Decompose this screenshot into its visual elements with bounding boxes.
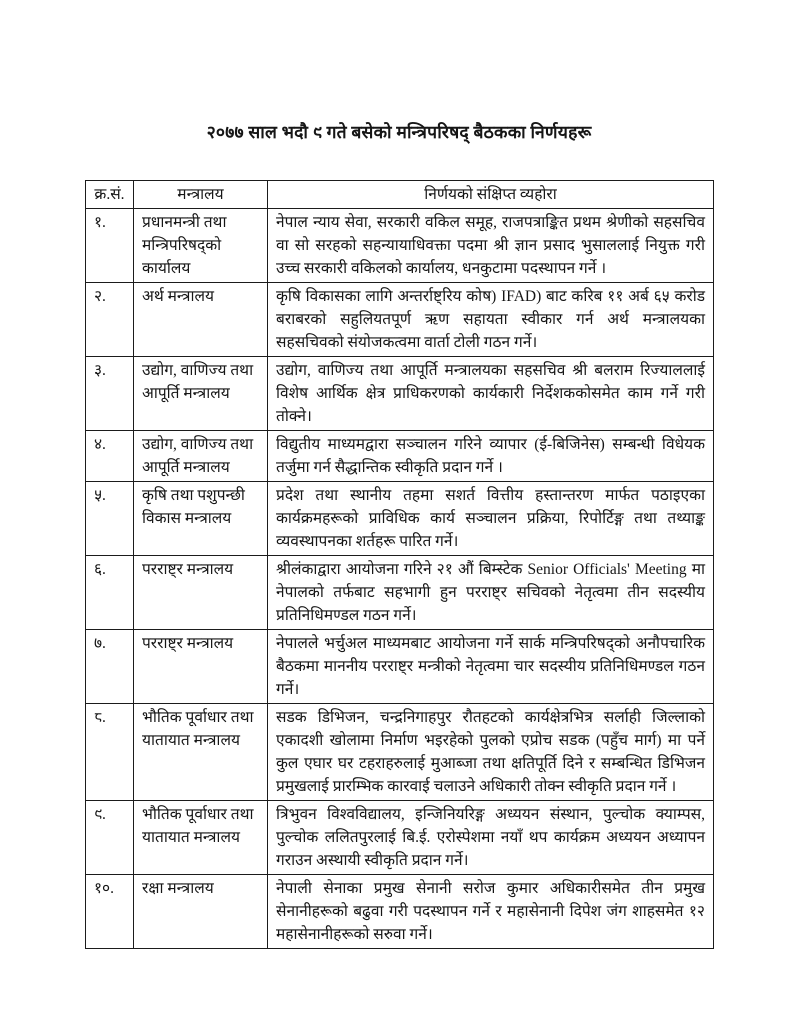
table-row xyxy=(86,704,714,801)
table-row xyxy=(86,357,714,431)
row-decision: नेपालले भर्चुअल माध्यमबाट आयोजना गर्ने सार्क मन्त्रिपरिषद्को अनौपचारिक बैठकमा माननीय परराष्ट्र मन्त्रीको नेतृत्वमा चार सदस्यीय प्रतिनिधिमण्डल गठन गर्ने। xyxy=(268,630,714,704)
row-serial-number: ५. xyxy=(86,482,134,556)
row-serial-number: ३. xyxy=(86,357,134,431)
row-decision: उद्योग, वाणिज्य तथा आपूर्ति मन्त्रालयका सहसचिव श्री बलराम रिज्याललाई विशेष आर्थिक क्षेत्र प्राधिकरणको कार्यकारी निर्देशककोसमेत काम गर्ने गरी तोक्ने। xyxy=(268,357,714,431)
row-serial-number: १०. xyxy=(86,875,134,949)
row-serial-number: १. xyxy=(86,209,134,283)
table-row xyxy=(86,875,714,949)
row-serial-number: ४. xyxy=(86,431,134,482)
header-decision-summary: निर्णयको संक्षिप्त व्यहोरा xyxy=(268,181,714,209)
row-decision: प्रदेश तथा स्थानीय तहमा सशर्त वित्तीय हस्तान्तरण मार्फत पठाइएका कार्यक्रमहरूको प्राविधिक कार्य सञ्चालन प्रक्रिया, रिपोर्टिङ्ग तथा तथ्याङ्क व्यवस्थापनका शर्तहरू पारित गर्ने। xyxy=(268,482,714,556)
table-row xyxy=(86,209,714,283)
row-ministry: रक्षा मन्त्रालय xyxy=(134,875,268,949)
row-serial-number: ९. xyxy=(86,801,134,875)
row-decision: नेपाली सेनाका प्रमुख सेनानी सरोज कुमार अधिकारीसमेत तीन प्रमुख सेनानीहरूको बढुवा गरी पदस्थापन गर्ने र महासेनानी दिपेश जंग शाहसमेत १२ महासेनानीहरूको सरुवा गर्ने। xyxy=(268,875,714,949)
row-ministry: उद्योग, वाणिज्य तथा आपूर्ति मन्त्रालय xyxy=(134,357,268,431)
row-ministry: परराष्ट्र मन्त्रालय xyxy=(134,630,268,704)
row-decision: कृषि विकासका लागि अन्तर्राष्ट्रिय कोष) IFAD) बाट करिब ११ अर्ब ६५ करोड बराबरको सहुलियतपूर्ण ऋण सहायता स्वीकार गर्न अर्थ मन्त्रालयका सहसचिवको संयोजकत्वमा वार्ता टोली गठन गर्ने। xyxy=(268,283,714,357)
document-title: २०७७ साल भदौ ९ गते बसेको मन्त्रिपरिषद् बैठकका निर्णयहरू xyxy=(206,122,592,142)
row-ministry: भौतिक पूर्वाधार तथा यातायात मन्त्रालय xyxy=(134,704,268,801)
row-serial-number: ८. xyxy=(86,704,134,801)
table-row xyxy=(86,801,714,875)
row-decision: विद्युतीय माध्यमद्वारा सञ्चालन गरिने व्यापार (ई-बिजिनेस) सम्बन्धी विधेयक तर्जुमा गर्न सैद्धान्तिक स्वीकृति प्रदान गर्ने । xyxy=(268,431,714,482)
row-decision: त्रिभुवन विश्वविद्यालय, इन्जिनियरिङ्ग अध्ययन संस्थान, पुल्चोक क्याम्पस, पुल्चोक ललितपुरलाई बि.ई. एरोस्पेशमा नयाँ थप कार्यक्रम अध्ययन अध्यापन गराउन अस्थायी स्वीकृति प्रदान गर्ने। xyxy=(268,801,714,875)
table-row xyxy=(86,630,714,704)
decisions-table-body xyxy=(86,209,714,949)
header-ministry: मन्त्रालय xyxy=(134,181,268,209)
row-serial-number: २. xyxy=(86,283,134,357)
row-ministry: उद्योग, वाणिज्य तथा आपूर्ति मन्त्रालय xyxy=(134,431,268,482)
row-ministry: अर्थ मन्त्रालय xyxy=(134,283,268,357)
row-serial-number: ७. xyxy=(86,630,134,704)
table-row xyxy=(86,283,714,357)
row-ministry: भौतिक पूर्वाधार तथा यातायात मन्त्रालय xyxy=(134,801,268,875)
header-serial-number: क्र.सं. xyxy=(86,181,134,209)
row-ministry: कृषि तथा पशुपन्छी विकास मन्त्रालय xyxy=(134,482,268,556)
row-ministry: परराष्ट्र मन्त्रालय xyxy=(134,556,268,630)
decisions-table xyxy=(85,180,714,949)
table-row xyxy=(86,482,714,556)
row-decision: सडक डिभिजन, चन्द्रनिगाहपुर रौतहटको कार्यक्षेत्रभित्र सर्लाही जिल्लाको एकादशी खोलामा निर्माण भइरहेको पुलको एप्रोच सडक (पहुँच मार्ग) मा पर्ने कुल एघार घर टहराहरुलाई मुआब्जा तथा क्षतिपूर्ति दिने र सम्बन्धित डिभिजन प्रमुखलाई प्रारम्भिक कारवाई चलाउने अधिकारी तोक्न स्वीकृति प्रदान गर्ने । xyxy=(268,704,714,801)
table-header-row xyxy=(86,181,714,209)
row-serial-number: ६. xyxy=(86,556,134,630)
row-ministry: प्रधानमन्त्री तथा मन्त्रिपरिषद्को कार्यालय xyxy=(134,209,268,283)
table-row xyxy=(86,556,714,630)
row-decision: श्रीलंकाद्वारा आयोजना गरिने २१ औं बिम्स्टेक Senior Officials' Meeting मा नेपालको तर्फबाट सहभागी हुन परराष्ट्र सचिवको नेतृत्वमा तीन सदस्यीय प्रतिनिधिमण्डल गठन गर्ने। xyxy=(268,556,714,630)
table-row xyxy=(86,431,714,482)
row-decision: नेपाल न्याय सेवा, सरकारी वकिल समूह, राजपत्राङ्कित प्रथम श्रेणीको सहसचिव वा सो सरहको सहन्यायाधिवक्ता पदमा श्री ज्ञान प्रसाद भुसाललाई नियुक्त गरी उच्च सरकारी वकिलको कार्यालय, धनकुटामा पदस्थापन गर्ने । xyxy=(268,209,714,283)
